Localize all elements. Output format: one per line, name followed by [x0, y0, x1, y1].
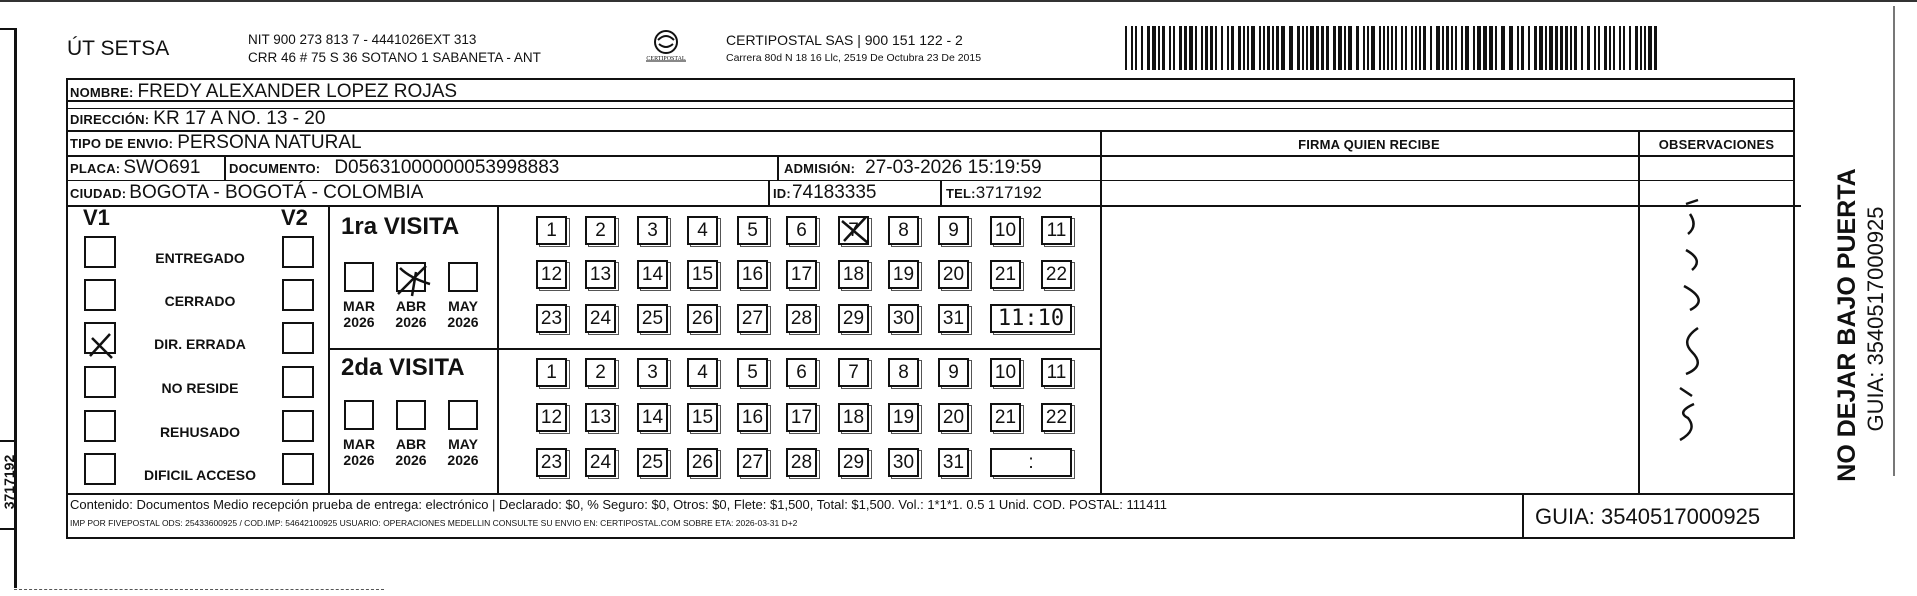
barcode-bar: [1367, 26, 1369, 70]
barcode-bar: [1517, 26, 1519, 70]
day-box[interactable]: 29: [838, 448, 869, 477]
barcode-bar: [1489, 26, 1493, 70]
carrier-sub: Carrera 80d N 18 16 Llc, 2519 De Octubra 23 De 2015: [726, 52, 982, 64]
side-guia: GUIA: 3540517000925: [1863, 206, 1888, 432]
month-name: MAR: [343, 298, 375, 314]
visit-2-title: 2da VISITA: [341, 354, 465, 381]
barcode-bar: [1473, 26, 1475, 70]
barcode-bar: [1205, 26, 1208, 70]
divider-signature-obs: [1638, 130, 1640, 493]
barcode-bar: [1483, 26, 1487, 70]
id-label: ID:: [773, 185, 791, 201]
month-checkbox[interactable]: [448, 400, 478, 430]
div-placa: [224, 156, 226, 181]
month-name: MAY: [448, 436, 478, 452]
barcode-bar: [1338, 26, 1342, 70]
day-box[interactable]: 14: [637, 403, 668, 432]
day-box[interactable]: 10: [990, 358, 1021, 387]
barcode-bar: [1528, 26, 1530, 70]
barcode-bar: [1297, 26, 1300, 70]
direccion-row: [70, 107, 325, 131]
barcode-bar: [1201, 26, 1203, 70]
v2-checkbox[interactable]: [282, 410, 314, 442]
month-year: 2026: [395, 314, 427, 330]
month-name: ABR: [395, 298, 427, 314]
barcode-bar: [1609, 26, 1611, 70]
barcode-bar: [1555, 26, 1558, 70]
barcode-bar: [1613, 26, 1615, 70]
certipostal-logo-icon: [638, 28, 694, 72]
day-box[interactable]: 12: [536, 260, 567, 289]
barcode-bar: [1141, 26, 1143, 70]
barcode-bar: [1465, 26, 1469, 70]
barcode-bar: [1158, 26, 1160, 70]
day-box[interactable]: 17: [786, 403, 817, 432]
day-box[interactable]: 3: [637, 358, 668, 387]
barcode-bar: [1423, 26, 1426, 70]
day-box[interactable]: 2: [585, 216, 616, 245]
month-label: [338, 436, 380, 468]
barcode-bar: [1581, 26, 1583, 70]
day-box[interactable]: 18: [838, 403, 869, 432]
admision-cell: [784, 155, 1042, 181]
div-visit-1-2: [328, 348, 1100, 350]
barcode-bar: [1501, 26, 1505, 70]
month-name: MAY: [448, 298, 478, 314]
barcode-bar: [1477, 26, 1481, 70]
barcode-bar: [1619, 26, 1621, 70]
barcode-bar: [1263, 26, 1265, 70]
day-box[interactable]: 20: [938, 260, 969, 289]
day-box[interactable]: 23: [536, 448, 567, 477]
month-year: 2026: [395, 452, 427, 468]
barcode-bar: [1356, 26, 1359, 70]
v1-checkbox[interactable]: [84, 366, 116, 398]
day-box[interactable]: 1: [536, 216, 567, 245]
status-label: DIFICIL ACCESO: [143, 467, 256, 483]
status-label: DIR. ERRADA: [154, 336, 246, 352]
day-box[interactable]: 15: [687, 260, 718, 289]
barcode-bar: [1289, 26, 1293, 70]
barcode-bar: [1411, 26, 1413, 70]
barcode-bar: [1135, 26, 1137, 70]
day-box[interactable]: 19: [888, 260, 919, 289]
id-value: 74183335: [791, 182, 877, 203]
day-box[interactable]: 23: [536, 304, 567, 333]
status-label: CERRADO: [164, 293, 236, 309]
barcode-bar: [1560, 26, 1563, 70]
barcode-bar: [1302, 26, 1304, 70]
day-box[interactable]: 21: [990, 403, 1021, 432]
barcode-bar: [1401, 26, 1403, 70]
day-box[interactable]: 27: [737, 304, 768, 333]
day-box[interactable]: 25: [637, 448, 668, 477]
day-box[interactable]: 24: [585, 448, 616, 477]
day-box[interactable]: 13: [585, 403, 616, 432]
visit-time-box[interactable]: :: [990, 448, 1072, 477]
day-box[interactable]: 28: [786, 304, 817, 333]
month-label: [390, 436, 432, 468]
div-admision: [777, 156, 779, 181]
barcode-bar: [1395, 26, 1397, 70]
visit-time-box[interactable]: 11:10: [990, 304, 1072, 333]
status-label: NO RESIDE: [161, 380, 239, 396]
barcode-bar: [1570, 26, 1572, 70]
barcode-bar: [1654, 26, 1657, 70]
barcode-bar: [1635, 26, 1638, 70]
barcode-bar: [1648, 26, 1652, 70]
barcode-bar: [1574, 26, 1577, 70]
barcode-bar: [1509, 26, 1513, 70]
month-name: MAR: [343, 436, 375, 452]
status-label: ENTREGADO: [155, 250, 245, 266]
certipostal-logo: [638, 28, 694, 72]
month-checkbox[interactable]: [344, 400, 374, 430]
barcode-bar: [1379, 26, 1381, 70]
barcode-bar: [1623, 26, 1625, 70]
barcode-bar: [1184, 26, 1187, 70]
day-box[interactable]: 1: [536, 358, 567, 387]
day-box[interactable]: 30: [888, 304, 919, 333]
v2-checkbox[interactable]: [282, 366, 314, 398]
barcode-bar: [1405, 26, 1407, 70]
day-box[interactable]: 26: [687, 304, 718, 333]
barcode-bar: [1173, 26, 1175, 70]
placa-value: SWO691: [123, 157, 201, 178]
visit-1-title: 1ra VISITA: [341, 213, 460, 240]
ciudad-cell: [70, 180, 423, 206]
month-label: [390, 298, 432, 330]
barcode-bar: [1587, 26, 1590, 70]
company-nit: NIT 900 273 813 7 - 4441026EXT 313: [248, 32, 477, 47]
barcode-bar: [1227, 26, 1229, 70]
right-edge-top: [1893, 6, 1895, 476]
ciudad-label: CIUDAD:: [70, 185, 127, 201]
barcode-bar: [1598, 26, 1600, 70]
barcode-bar: [1387, 26, 1389, 70]
barcode-bar: [1189, 26, 1193, 70]
barcode-bar: [1348, 26, 1352, 70]
barcode-bar: [1152, 26, 1156, 70]
barcode-bar: [1131, 26, 1133, 70]
observaciones-label: OBSERVACIONES: [1658, 137, 1775, 152]
barcode-bar: [1125, 26, 1127, 70]
barcode-bar: [1604, 26, 1607, 70]
nombre-row: [70, 80, 457, 104]
day-box[interactable]: 27: [737, 448, 768, 477]
div-visit-months-days: [497, 205, 499, 493]
nombre-label: NOMBRE:: [70, 84, 134, 100]
day-box[interactable]: 4: [687, 358, 718, 387]
ciudad-value: BOGOTA - BOGOTÁ - COLOMBIA: [129, 182, 424, 203]
day-box[interactable]: 5: [737, 358, 768, 387]
barcode-bar: [1415, 26, 1417, 70]
day-box[interactable]: 22: [1041, 403, 1072, 432]
day-box[interactable]: 19: [888, 403, 919, 432]
month-checkbox[interactable]: [396, 400, 426, 430]
barcode-bar: [1455, 26, 1457, 70]
admision-value: 27-03-2026 15:19:59: [865, 157, 1042, 178]
barcode-bar: [1539, 26, 1543, 70]
month-year: 2026: [343, 452, 375, 468]
barcode-bar: [1272, 26, 1274, 70]
company-name: ÚT SETSA: [67, 37, 170, 60]
carrier-name: CERTIPOSTAL SAS | 900 151 122 - 2: [726, 32, 963, 48]
company-address: CRR 46 # 75 S 36 SOTANO 1 SABANETA - ANT: [248, 50, 541, 65]
divider-form-signature: [1100, 130, 1102, 493]
barcode-bar: [1495, 26, 1497, 70]
barcode-bar: [1521, 26, 1524, 70]
barcode-bar: [1383, 26, 1385, 70]
day-box[interactable]: 29: [838, 304, 869, 333]
barcode-bar: [1629, 26, 1631, 70]
barcode-bar: [1310, 26, 1314, 70]
day-box[interactable]: 6: [786, 358, 817, 387]
day-box[interactable]: 7: [838, 216, 869, 245]
footer-guia-box: GUIA: 3540517000925: [1535, 504, 1761, 529]
barcode-bar: [1451, 26, 1453, 70]
day-box[interactable]: 17: [786, 260, 817, 289]
day-box[interactable]: 24: [585, 304, 616, 333]
month-year: 2026: [447, 314, 479, 330]
day-box[interactable]: 20: [938, 403, 969, 432]
barcode-bar: [1333, 26, 1336, 70]
barcode-bar: [1545, 26, 1547, 70]
barcode-bar: [1231, 26, 1234, 70]
v2-checkbox[interactable]: [282, 453, 314, 485]
status-label: REHUSADO: [159, 424, 241, 440]
v2-checkbox[interactable]: [282, 322, 314, 354]
barcode-bar: [1442, 26, 1444, 70]
tipo-row: [70, 131, 362, 155]
documento-cell: [229, 155, 559, 181]
day-box[interactable]: 25: [637, 304, 668, 333]
footer-imp-line: IMP POR FIVEPOSTAL ODS: 25433600925 / COD.IMP: 54642100925 USUARIO: OPERACIONES MEDELLIN CONSULTE SU ENVIO EN: CERTIPOSTAL.COM SOBRE ETA: 2026-03-31 D+2: [70, 518, 798, 528]
barcode-bar: [1281, 26, 1285, 70]
day-box[interactable]: 12: [536, 403, 567, 432]
v1-checkbox[interactable]: [84, 453, 116, 485]
day-box[interactable]: 5: [737, 216, 768, 245]
div-id: [768, 181, 770, 206]
barcode-bar: [1316, 26, 1319, 70]
day-box[interactable]: 28: [786, 448, 817, 477]
documento-value: D05631000000053998883: [334, 157, 560, 178]
month-label: [442, 436, 484, 468]
month-checkbox[interactable]: [344, 262, 374, 292]
month-label: [442, 298, 484, 330]
barcode-bar: [1549, 26, 1553, 70]
day-box[interactable]: 30: [888, 448, 919, 477]
div-tel: [940, 181, 942, 206]
barcode-bar: [1534, 26, 1537, 70]
day-box[interactable]: 6: [786, 216, 817, 245]
v1-checkbox[interactable]: [84, 410, 116, 442]
barcode-bar: [1221, 26, 1223, 70]
left-phone-vertical: 3717192: [1, 454, 17, 510]
barcode-bar: [1267, 26, 1270, 70]
day-box[interactable]: 16: [737, 403, 768, 432]
day-box[interactable]: 13: [585, 260, 616, 289]
barcode-bar: [1461, 26, 1463, 70]
day-box[interactable]: 18: [838, 260, 869, 289]
barcode-bar: [1169, 26, 1171, 70]
barcode-bar: [1594, 26, 1596, 70]
footer-guia-divider: [1522, 493, 1524, 539]
obs-right-edge: [1793, 100, 1795, 493]
day-box[interactable]: 26: [687, 448, 718, 477]
v1-checkbox[interactable]: [84, 322, 116, 354]
barcode-bar: [1276, 26, 1279, 70]
day-box[interactable]: 31: [938, 304, 969, 333]
month-year: 2026: [447, 452, 479, 468]
nombre-value: FREDY ALEXANDER LOPEZ ROJAS: [137, 81, 458, 102]
barcode-bar: [1321, 26, 1324, 70]
day-box[interactable]: 8: [888, 358, 919, 387]
barcode-bar: [1162, 26, 1165, 70]
day-box[interactable]: 31: [938, 448, 969, 477]
direccion-value: KR 17 A NO. 13 - 20: [153, 108, 326, 129]
day-box[interactable]: 22: [1041, 260, 1072, 289]
barcode-bar: [1247, 26, 1249, 70]
firma-label: FIRMA QUIEN RECIBE: [1298, 137, 1440, 152]
day-box[interactable]: 3: [637, 216, 668, 245]
no-dejar-bajo-puerta: NO DEJAR BAJO PUERTA: [1833, 168, 1861, 482]
v1-label: V1: [83, 205, 110, 230]
barcode-bar: [1640, 26, 1642, 70]
placa-cell: [70, 155, 200, 181]
barcode-bar: [1391, 26, 1393, 70]
bottom-dashes: [14, 589, 384, 590]
day-box[interactable]: 21: [990, 260, 1021, 289]
barcode-bar: [1243, 26, 1245, 70]
day-box[interactable]: 11: [1041, 358, 1072, 387]
barcode-bar: [1306, 26, 1308, 70]
barcode-bar: [1644, 26, 1646, 70]
footer-top-line: [66, 493, 1795, 495]
day-box[interactable]: 9: [938, 358, 969, 387]
page-top-edge: [0, 0, 1917, 2]
day-box[interactable]: 14: [637, 260, 668, 289]
day-box[interactable]: 7: [838, 358, 869, 387]
month-checkbox[interactable]: [396, 262, 426, 292]
barcode-bar: [1238, 26, 1241, 70]
barcode-bar: [1344, 26, 1346, 70]
left-strip-top: [0, 28, 16, 30]
barcode-bar: [1259, 26, 1261, 70]
footer-contenido: Contenido: Documentos Medio recepción prueba de entrega: electrónico | Declarado: $0, % Seguro: $0, Otros: $0, Flete: $1,500, Total: $1,500. Vol.: 1*1*1. 0.5 1 Unid. COD. POSTAL: 111411: [70, 497, 1167, 512]
barcode-bar: [1565, 26, 1568, 70]
barcode-bar: [1147, 26, 1150, 70]
v1-checkbox[interactable]: [84, 279, 116, 311]
id-cell: [773, 180, 876, 206]
day-box[interactable]: 2: [585, 358, 616, 387]
tel-value: 3717192: [975, 183, 1042, 202]
day-box[interactable]: 15: [687, 403, 718, 432]
day-box[interactable]: 10: [990, 216, 1021, 245]
day-box[interactable]: 11: [1041, 216, 1072, 245]
documento-label: DOCUMENTO:: [229, 160, 321, 176]
month-checkbox[interactable]: [448, 262, 478, 292]
tel-cell: [946, 180, 1042, 206]
v2-label: V2: [281, 205, 308, 230]
barcode-bar: [1363, 26, 1365, 70]
tipo-value: PERSONA NATURAL: [177, 132, 362, 153]
barcode: [1125, 26, 1660, 72]
barcode-bar: [1210, 26, 1213, 70]
month-name: ABR: [395, 436, 427, 452]
tipo-label: TIPO DE ENVIO:: [70, 135, 174, 151]
barcode-bar: [1195, 26, 1197, 70]
barcode-bar: [1430, 26, 1432, 70]
v1-checkbox[interactable]: [84, 236, 116, 268]
barcode-bar: [1179, 26, 1182, 70]
barcode-bar: [1446, 26, 1449, 70]
barcode-bar: [1251, 26, 1255, 70]
day-box[interactable]: 8: [888, 216, 919, 245]
month-year: 2026: [343, 314, 375, 330]
barcode-bar: [1326, 26, 1329, 70]
day-box[interactable]: 9: [938, 216, 969, 245]
direccion-label: DIRECCIÓN:: [70, 111, 150, 127]
month-label: [338, 298, 380, 330]
barcode-bar: [1215, 26, 1217, 70]
barcode-bar: [1436, 26, 1440, 70]
day-box[interactable]: 16: [737, 260, 768, 289]
v2-checkbox[interactable]: [282, 279, 314, 311]
day-box[interactable]: 4: [687, 216, 718, 245]
placa-label: PLACA:: [70, 160, 121, 176]
tel-label: TEL:: [946, 185, 976, 201]
admision-label: ADMISIÓN:: [784, 160, 856, 176]
barcode-bar: [1419, 26, 1421, 70]
v2-checkbox[interactable]: [282, 236, 314, 268]
barcode-bar: [1371, 26, 1375, 70]
certipostal-logo-caption: CERTIPOSTAL: [646, 56, 686, 62]
